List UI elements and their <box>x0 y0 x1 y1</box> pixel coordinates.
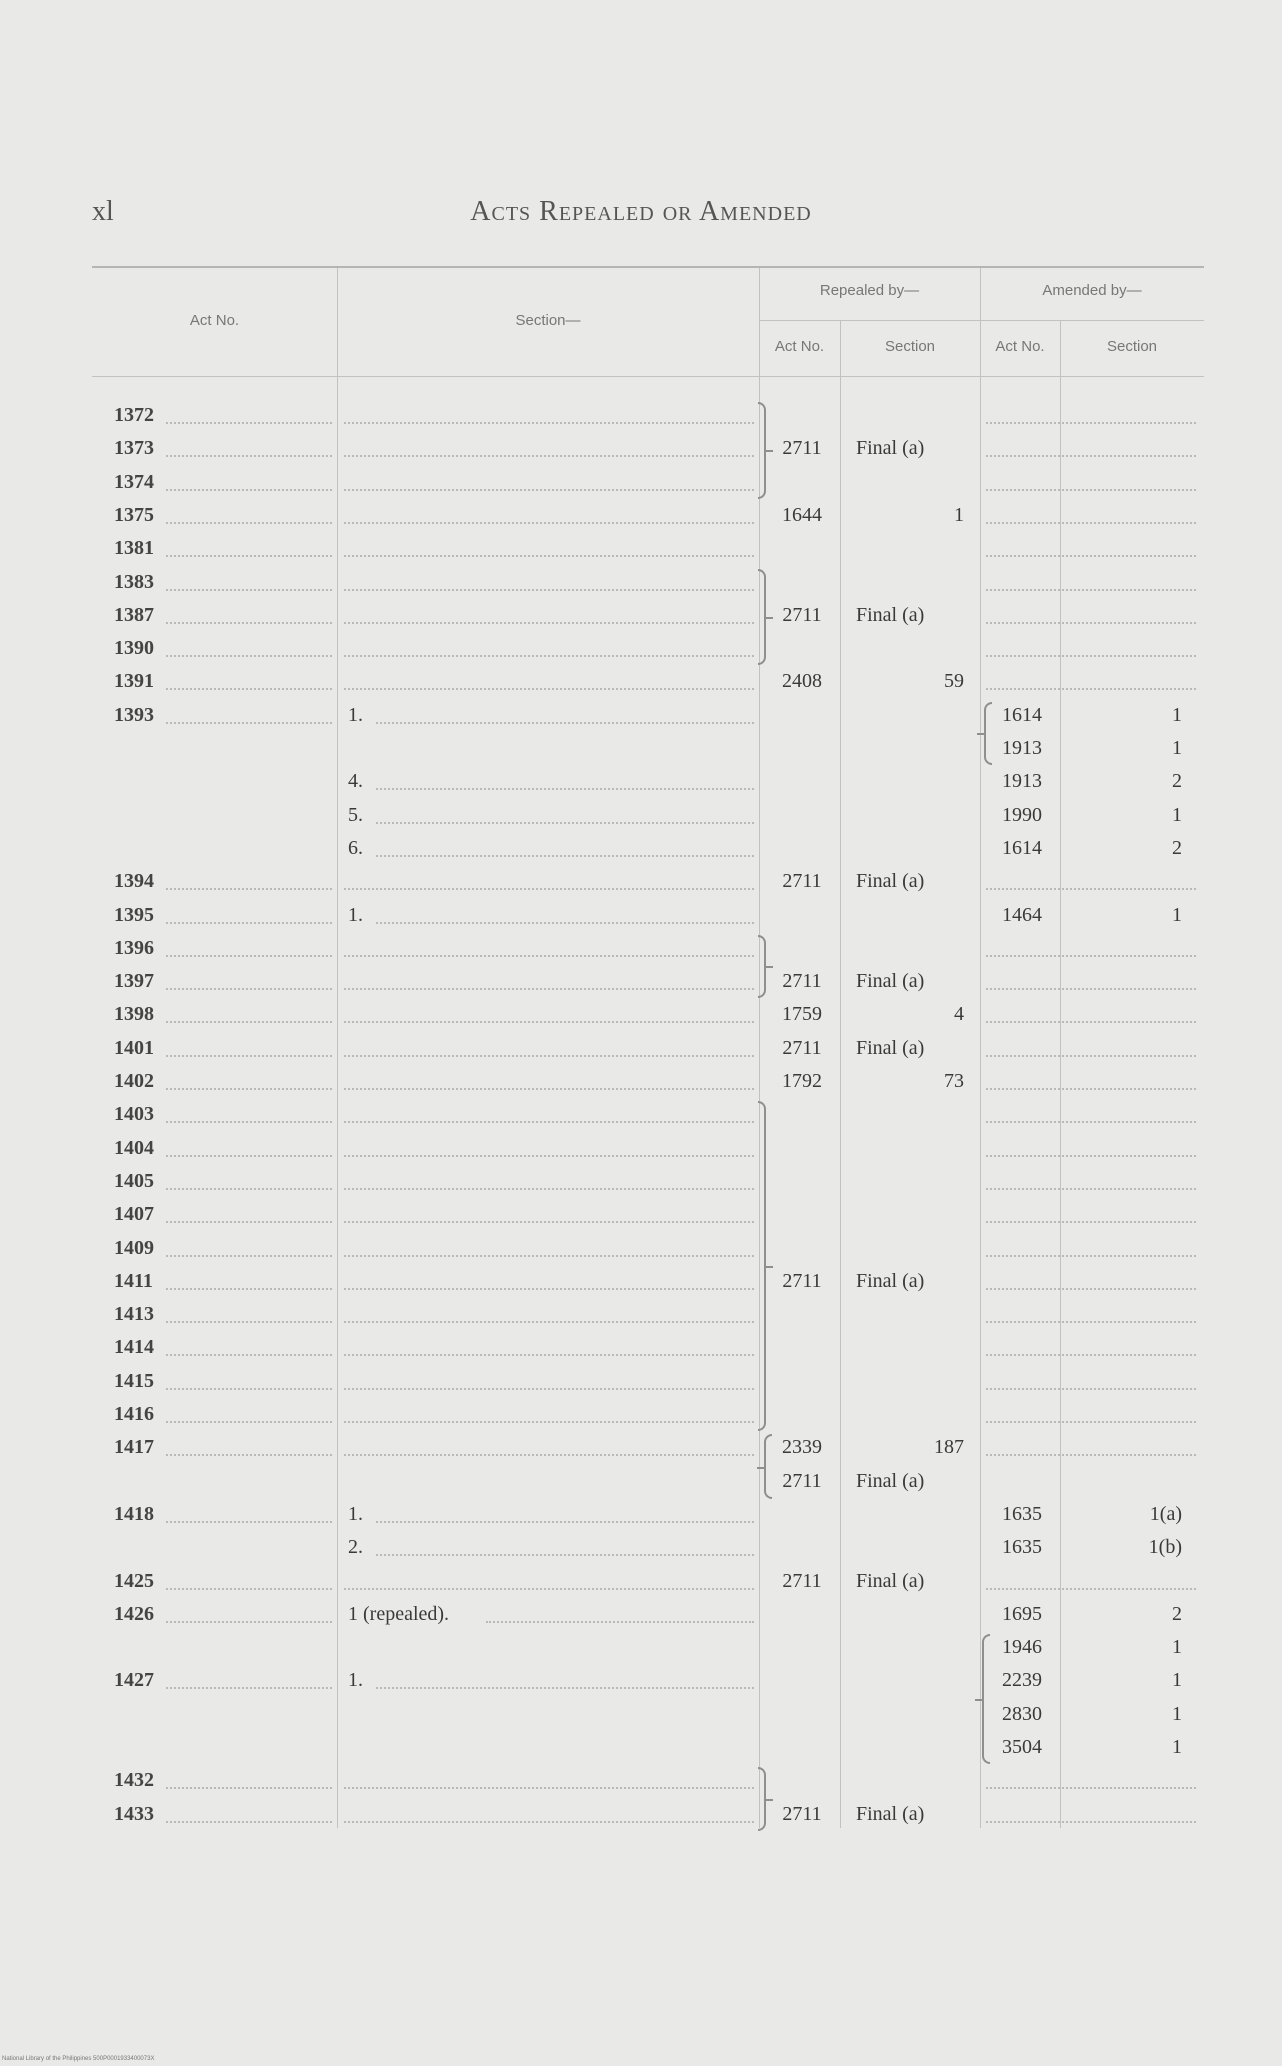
row-repealed-act: 2711 <box>782 437 822 460</box>
leader-dots <box>986 1021 1196 1023</box>
leader-dots <box>986 1321 1196 1323</box>
leader-dots <box>986 1454 1196 1456</box>
row-act-no: 1416 <box>114 1403 154 1425</box>
group-brace <box>982 1634 990 1764</box>
row-act-no: 1387 <box>114 603 154 626</box>
row-amended-section: 1 <box>1172 1636 1182 1659</box>
row-amended-section: 1 <box>1172 1702 1182 1725</box>
row-repealed-section: Final (a) <box>856 1269 925 1292</box>
row-act-no: 1417 <box>114 1436 154 1459</box>
leader-dots <box>166 1621 332 1623</box>
leader-dots <box>166 555 332 557</box>
header-repealed-act-no: Act No. <box>774 338 825 355</box>
row-act-no: 1393 <box>114 703 154 726</box>
leader-dots <box>986 955 1196 957</box>
leader-dots <box>166 1821 332 1823</box>
group-brace <box>758 1101 766 1431</box>
leader-dots <box>166 1354 332 1356</box>
leader-dots <box>376 855 754 857</box>
row-act-no: 1426 <box>114 1602 154 1625</box>
acts-table <box>92 266 1204 1825</box>
row-act-no: 1383 <box>114 570 154 593</box>
footer-stamp: National Library of the Philippines 500P0001933400073X <box>2 2056 155 2062</box>
row-act-no: 1415 <box>114 1369 154 1392</box>
row-repealed-section: 1 <box>954 503 964 526</box>
leader-dots <box>376 1687 754 1689</box>
row-repealed-act: 2711 <box>782 870 822 893</box>
leader-dots <box>344 422 754 424</box>
leader-dots <box>344 688 754 690</box>
row-repealed-act: 1759 <box>782 1003 822 1026</box>
row-repealed-act: 2711 <box>782 1569 822 1592</box>
row-section: 1. <box>348 1502 363 1525</box>
row-amended-act: 1464 <box>1002 903 1042 926</box>
row-section: 1. <box>348 1669 363 1692</box>
row-act-no: 1398 <box>114 1003 154 1026</box>
row-repealed-act: 1792 <box>782 1070 822 1092</box>
leader-dots <box>986 988 1196 990</box>
leader-dots <box>344 1321 754 1323</box>
row-act-no: 1373 <box>114 437 154 460</box>
leader-dots <box>166 1055 332 1057</box>
leader-dots <box>344 589 754 591</box>
leader-dots <box>376 922 754 924</box>
col-rule <box>759 268 760 1828</box>
header-section: Section— <box>515 312 581 329</box>
row-act-no: 1411 <box>114 1269 153 1292</box>
row-act-no: 1395 <box>114 903 154 926</box>
row-section: 1 (repealed). <box>348 1602 450 1625</box>
row-repealed-act: 2408 <box>782 670 822 693</box>
leader-dots <box>166 522 332 524</box>
row-act-no: 1414 <box>114 1336 154 1359</box>
leader-dots <box>166 1388 332 1390</box>
page-number: xl <box>92 196 114 227</box>
leader-dots <box>376 1554 754 1556</box>
row-act-no: 1375 <box>114 503 154 526</box>
group-brace <box>758 1767 766 1830</box>
row-act-no: 1396 <box>114 936 154 959</box>
row-repealed-act: 2711 <box>782 1269 822 1292</box>
leader-dots <box>344 1354 754 1356</box>
leader-dots <box>986 1421 1196 1423</box>
row-repealed-section: Final (a) <box>856 1802 925 1825</box>
leader-dots <box>986 1055 1196 1057</box>
leader-dots <box>344 1221 754 1223</box>
row-section: 5. <box>348 803 363 826</box>
row-repealed-section: Final (a) <box>856 1036 925 1059</box>
row-repealed-section: Final (a) <box>856 603 925 626</box>
row-amended-act: 1946 <box>1002 1636 1042 1659</box>
row-amended-section: 2 <box>1172 770 1182 793</box>
leader-dots <box>986 1155 1196 1157</box>
group-brace <box>764 1434 772 1499</box>
header-rule <box>92 376 1204 377</box>
leader-dots <box>344 1055 754 1057</box>
leader-dots <box>986 489 1196 491</box>
leader-dots <box>344 489 754 491</box>
row-section: 2. <box>348 1536 363 1559</box>
row-act-no: 1372 <box>114 404 154 426</box>
row-amended-act: 2239 <box>1002 1669 1042 1692</box>
leader-dots <box>166 489 332 491</box>
row-amended-section: 1 <box>1172 903 1182 926</box>
row-amended-section: 1 <box>1172 737 1182 759</box>
row-repealed-section: 4 <box>954 1003 964 1026</box>
row-amended-act: 1614 <box>1002 836 1042 859</box>
leader-dots <box>986 888 1196 890</box>
leader-dots <box>166 722 332 724</box>
leader-dots <box>166 1121 332 1123</box>
leader-dots <box>166 1787 332 1789</box>
leader-dots <box>986 1354 1196 1356</box>
col-rule <box>840 320 841 1828</box>
leader-dots <box>166 1288 332 1290</box>
leader-dots <box>344 1121 754 1123</box>
header-amended-act-no: Act No. <box>995 338 1045 355</box>
leader-dots <box>344 1255 754 1257</box>
row-act-no: 1401 <box>114 1036 154 1059</box>
row-act-no: 1394 <box>114 870 154 893</box>
leader-dots <box>986 622 1196 624</box>
leader-dots <box>986 1188 1196 1190</box>
leader-dots <box>486 1621 754 1623</box>
leader-dots <box>344 1821 754 1823</box>
leader-dots <box>166 589 332 591</box>
row-act-no: 1405 <box>114 1169 154 1192</box>
leader-dots <box>344 888 754 890</box>
row-act-no: 1402 <box>114 1070 154 1092</box>
leader-dots <box>166 1588 332 1590</box>
leader-dots <box>166 655 332 657</box>
row-act-no: 1418 <box>114 1502 154 1525</box>
group-brace <box>758 402 766 499</box>
row-repealed-section: 187 <box>934 1436 964 1459</box>
row-act-no: 1427 <box>114 1669 154 1692</box>
leader-dots <box>986 1221 1196 1223</box>
row-amended-section: 2 <box>1172 1602 1182 1625</box>
row-repealed-section: 73 <box>944 1070 964 1092</box>
row-amended-act: 3504 <box>1002 1736 1042 1758</box>
leader-dots <box>986 1588 1196 1590</box>
leader-dots <box>166 1221 332 1223</box>
row-repealed-act: 2711 <box>782 603 822 626</box>
leader-dots <box>344 455 754 457</box>
leader-dots <box>986 422 1196 424</box>
leader-dots <box>166 1155 332 1157</box>
row-act-no: 1425 <box>114 1569 154 1592</box>
leader-dots <box>986 522 1196 524</box>
leader-dots <box>344 1021 754 1023</box>
leader-dots <box>344 1088 754 1090</box>
row-act-no: 1397 <box>114 970 154 993</box>
row-section: 6. <box>348 836 363 859</box>
row-repealed-section: Final (a) <box>856 1569 925 1592</box>
leader-dots <box>344 555 754 557</box>
leader-dots <box>166 1255 332 1257</box>
leader-dots <box>166 955 332 957</box>
leader-dots <box>986 589 1196 591</box>
row-amended-section: 1 <box>1172 1669 1182 1692</box>
header-act-no: Act No. <box>189 312 240 329</box>
leader-dots <box>986 688 1196 690</box>
row-amended-section: 1(a) <box>1149 1502 1182 1525</box>
row-section: 4. <box>348 770 363 793</box>
row-act-no: 1391 <box>114 670 154 693</box>
row-repealed-act: 1644 <box>782 503 822 526</box>
row-act-no: 1403 <box>114 1103 154 1126</box>
leader-dots <box>166 1521 332 1523</box>
row-repealed-act: 2711 <box>782 1469 822 1492</box>
page-title: Acts Repealed or Amended <box>470 196 812 227</box>
header-amended-by: Amended by— <box>1042 282 1142 299</box>
row-amended-act: 1614 <box>1002 703 1042 726</box>
row-act-no: 1432 <box>114 1769 154 1792</box>
leader-dots <box>166 1088 332 1090</box>
row-amended-act: 1913 <box>1002 770 1042 793</box>
row-amended-section: 1 <box>1172 803 1182 826</box>
leader-dots <box>986 1787 1196 1789</box>
leader-dots <box>376 1521 754 1523</box>
leader-dots <box>344 622 754 624</box>
leader-dots <box>166 422 332 424</box>
row-act-no: 1433 <box>114 1802 154 1825</box>
leader-dots <box>166 988 332 990</box>
row-act-no: 1381 <box>114 537 154 560</box>
group-brace <box>758 569 766 666</box>
leader-dots <box>344 1288 754 1290</box>
header-repealed-by: Repealed by— <box>819 282 920 299</box>
row-act-no: 1413 <box>114 1303 154 1326</box>
leader-dots <box>166 455 332 457</box>
leader-dots <box>344 655 754 657</box>
row-repealed-act: 2339 <box>782 1436 822 1459</box>
leader-dots <box>344 1155 754 1157</box>
row-amended-act: 1635 <box>1002 1502 1042 1525</box>
group-brace <box>984 702 992 765</box>
leader-dots <box>166 688 332 690</box>
leader-dots <box>344 1388 754 1390</box>
leader-dots <box>986 1088 1196 1090</box>
leader-dots <box>376 822 754 824</box>
leader-dots <box>166 888 332 890</box>
leader-dots <box>166 1321 332 1323</box>
leader-dots <box>344 1588 754 1590</box>
row-amended-act: 1913 <box>1002 737 1042 759</box>
leader-dots <box>986 1288 1196 1290</box>
leader-dots <box>376 722 754 724</box>
leader-dots <box>986 1388 1196 1390</box>
row-act-no: 1374 <box>114 470 154 493</box>
leader-dots <box>166 622 332 624</box>
row-section: 1. <box>348 703 363 726</box>
leader-dots <box>166 1421 332 1423</box>
row-repealed-act: 2711 <box>782 970 822 993</box>
row-amended-act: 1635 <box>1002 1536 1042 1559</box>
leader-dots <box>986 1821 1196 1823</box>
leader-dots <box>344 1188 754 1190</box>
row-section: 1. <box>348 903 363 926</box>
row-amended-act: 1990 <box>1002 803 1042 826</box>
header-amended-section: Section <box>1106 338 1158 355</box>
row-act-no: 1407 <box>114 1203 154 1226</box>
row-repealed-section: Final (a) <box>856 1469 925 1492</box>
leader-dots <box>986 655 1196 657</box>
leader-dots <box>344 522 754 524</box>
row-amended-section: 1 <box>1172 703 1182 726</box>
leader-dots <box>986 1121 1196 1123</box>
col-rule <box>337 268 338 1828</box>
row-amended-act: 2830 <box>1002 1702 1042 1725</box>
leader-dots <box>986 455 1196 457</box>
leader-dots <box>166 1687 332 1689</box>
header-repealed-section: Section <box>884 338 936 355</box>
row-repealed-section: 59 <box>944 670 964 693</box>
row-repealed-section: Final (a) <box>856 970 925 993</box>
row-amended-section: 2 <box>1172 836 1182 859</box>
leader-dots <box>166 1021 332 1023</box>
leader-dots <box>166 1454 332 1456</box>
row-act-no: 1409 <box>114 1236 154 1259</box>
row-repealed-section: Final (a) <box>856 437 925 460</box>
group-brace <box>758 935 766 998</box>
row-amended-act: 1695 <box>1002 1602 1042 1625</box>
group-rule <box>759 320 1204 321</box>
row-act-no: 1404 <box>114 1136 154 1159</box>
leader-dots <box>166 922 332 924</box>
leader-dots <box>344 1787 754 1789</box>
col-rule <box>1060 320 1061 1828</box>
row-amended-section: 1(b) <box>1148 1536 1182 1559</box>
row-repealed-act: 2711 <box>782 1802 822 1825</box>
leader-dots <box>986 555 1196 557</box>
leader-dots <box>376 788 754 790</box>
row-repealed-act: 2711 <box>782 1036 822 1059</box>
leader-dots <box>986 1255 1196 1257</box>
leader-dots <box>344 1421 754 1423</box>
row-amended-section: 1 <box>1172 1736 1182 1758</box>
row-repealed-section: Final (a) <box>856 870 925 893</box>
row-act-no: 1390 <box>114 637 154 660</box>
col-rule <box>980 268 981 1828</box>
leader-dots <box>166 1188 332 1190</box>
leader-dots <box>344 988 754 990</box>
leader-dots <box>344 1454 754 1456</box>
leader-dots <box>344 955 754 957</box>
